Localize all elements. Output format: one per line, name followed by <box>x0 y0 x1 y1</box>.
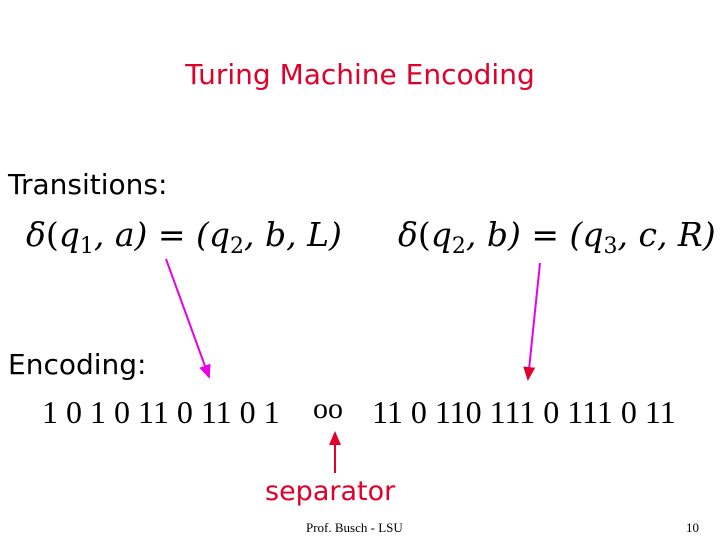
encoding-label: Encoding: <box>8 348 147 381</box>
encoding-part-1: 1 0 1 0 11 0 11 0 1 <box>42 394 280 430</box>
arrow-transition-1 <box>166 259 209 377</box>
transitions-label: Transitions: <box>8 168 168 201</box>
transition-2: $\delta(q_2$, $b) = (q_3$, c, R) <box>398 215 716 259</box>
slide-title: Turing Machine Encoding <box>185 58 535 91</box>
arrow-transition-2 <box>528 263 540 379</box>
separator-label: separator <box>265 476 396 507</box>
footer-author: Prof. Busch - LSU <box>306 520 403 535</box>
encoding-part-2: 11 0 110 111 0 111 0 11 <box>372 394 676 430</box>
separator-code: oo <box>313 392 343 425</box>
page-number: 10 <box>686 520 699 535</box>
transition-1: $\delta(q_1$, $a) = (q_2$, b, L) <box>26 215 342 259</box>
